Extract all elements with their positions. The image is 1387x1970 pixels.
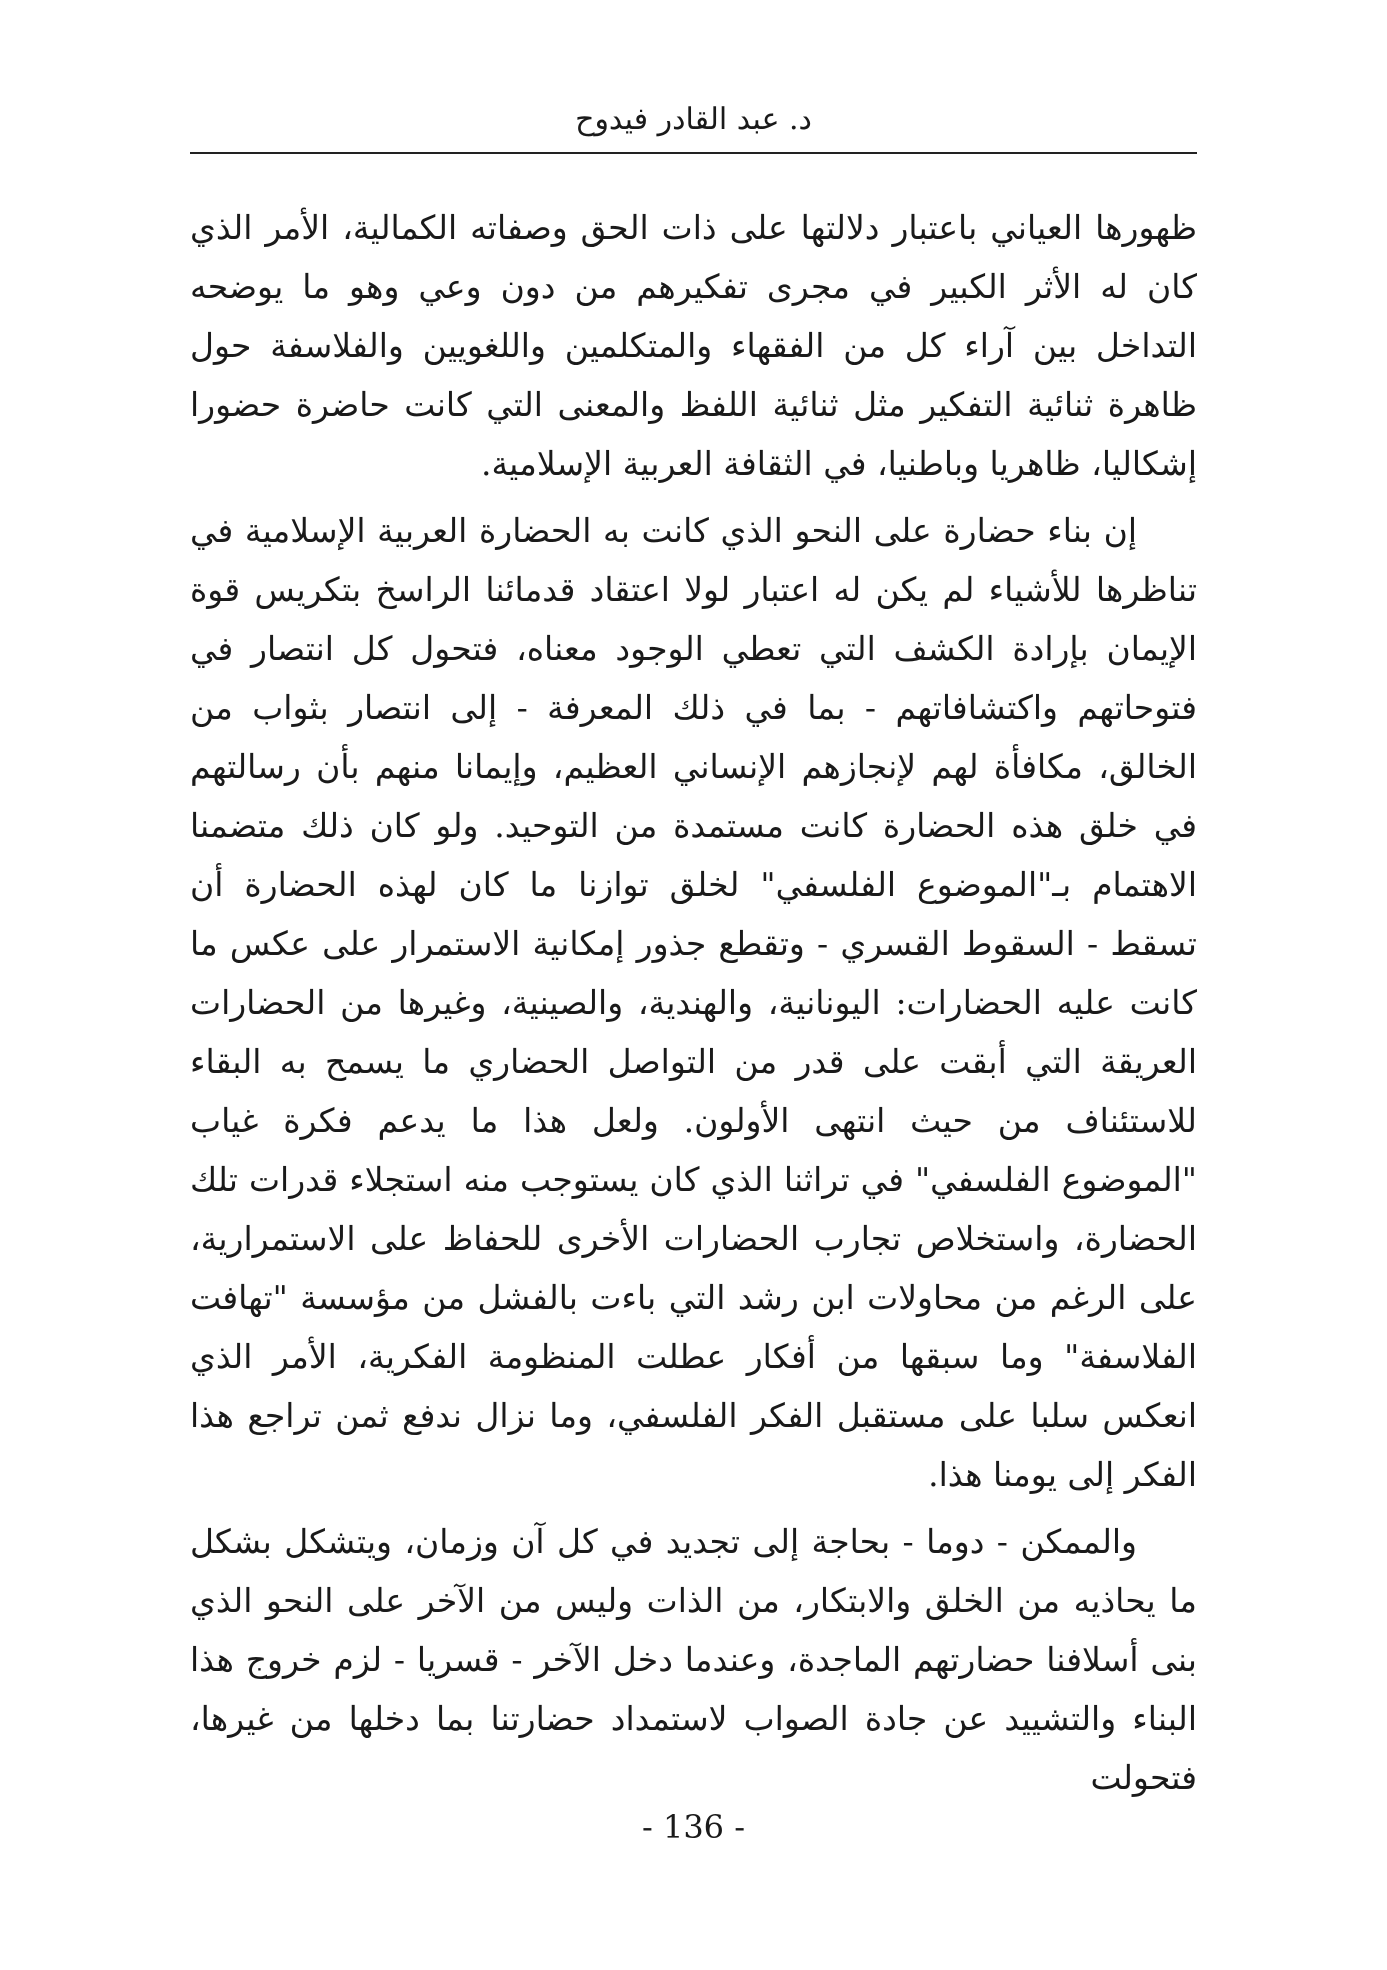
paragraph-1: ظهورها العياني باعتبار دلالتها على ذات الحق وصفاته الكمالية، الأمر الذي كان له الأثر الكبير في مجرى تفكيرهم من دون وعي وهو ما يوضحه التداخل بين آراء كل من الفقهاء والمتكلمين واللغويين والفلاسفة حول ظاهرة ثنائية التفكير مثل ثنائية اللفظ والمعنى التي كانت حاضرة حضورا إشكاليا، ظاهريا وباطنيا، في الثقافة العربية الإسلامية. — [190, 208, 1197, 483]
paragraph-2: إن بناء حضارة على النحو الذي كانت به الحضارة العربية الإسلامية في تناظرها للأشياء لم يكن له اعتبار لولا اعتقاد قدمائنا الراسخ بتكريس قوة الإيمان بإرادة الكشف التي تعطي الوجود معناه، فتحول كل انتصار في فتوحاتهم واكتشافاتهم - بما في ذلك المعرفة - إلى انتصار بثواب من الخالق، مكافأة لهم لإنجازهم الإنساني العظيم، وإيمانا منهم بأن رسالتهم في خلق هذه الحضارة كانت مستمدة من التوحيد. ولو كان ذلك متضمنا الاهتمام بـ"الموضوع الفلسفي" لخلق توازنا ما كان لهذه الحضارة أن تسقط - السقوط القسري - وتقطع جذور إمكانية الاستمرار على عكس ما كانت عليه الحضارات: اليونانية، والهندية، والصينية، وغيرها من الحضارات العريقة التي أبقت على قدر من التواصل الحضاري ما يسمح به البقاء للاستئناف من حيث انتهى الأولون. ولعل هذا ما يدعم فكرة غياب "الموضوع الفلسفي" في تراثنا الذي كان يستوجب منه استجلاء قدرات تلك الحضارة، واستخلاص تجارب الحضارات الأخرى للحفاظ على الاستمرارية، على الرغم من محاولات ابن رشد التي باءت بالفشل من مؤسسة "تهافت الفلاسفة" وما سبقها من أفكار عطلت المنظومة الفكرية، الأمر الذي انعكس سلبا على مستقبل الفكر الفلسفي، وما نزال ندفع ثمن تراجع هذا الفكر إلى يومنا هذا. — [190, 511, 1197, 1494]
running-header — [190, 96, 1197, 154]
page-number: - 136 - — [641, 1808, 746, 1846]
body-text — [190, 198, 1197, 1807]
paragraph-3: والممكن - دوما - بحاجة إلى تجديد في كل آن وزمان، ويتشكل بشكل ما يحاذيه من الخلق والابتكار، من الذات وليس من الآخر على النحو الذي بنى أسلافنا حضارتهم الماجدة، وعندما دخل الآخر - قسريا - لزم خروج هذا البناء والتشييد عن جادة الصواب لاستمداد حضارتنا بما دخلها من غيرها، فتحولت — [190, 1522, 1197, 1797]
author-name: د. عبد القادر فيدوح — [575, 102, 812, 137]
